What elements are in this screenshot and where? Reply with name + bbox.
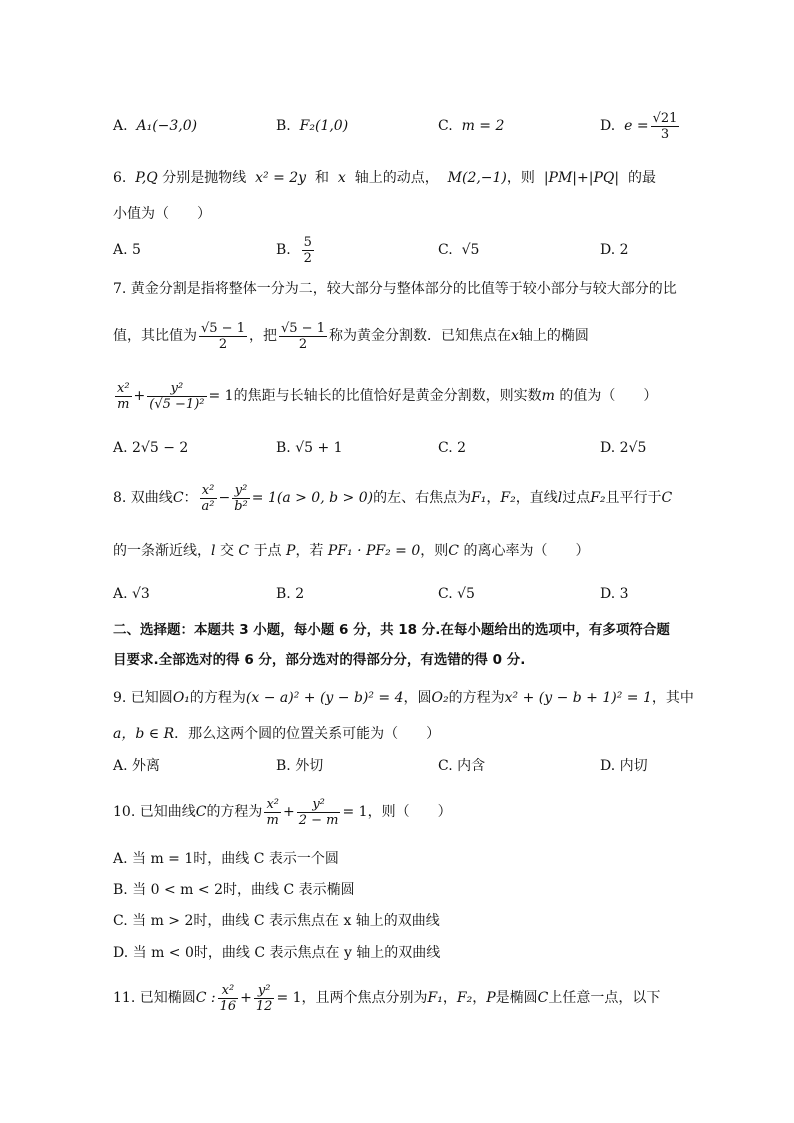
q9-option-c[interactable]: C. 内含 [438,758,486,774]
q10-line1: 10. 已知曲线C的方程为 $\frac{\text{x²}}{m}$ + $\frac{\text{y²}}{2 - m}$ = 1，则（ ） [113,796,452,828]
q7-option-b[interactable]: B. √5 + 1 [276,440,343,456]
q5-option-b[interactable]: B. F₂(1,0) [276,118,349,134]
q6-option-a[interactable]: A. 5 [113,242,141,258]
q8-line1: 8. 双曲线C： $\frac{\text{x²}}{\text{a²}}$ − $\frac{\text{y²}}{\text{b²}}$ = 1(a > 0, b > 0)的左、右焦点为F₁，F₂，直线l过点F₂且平行于C [113,482,673,514]
q10-option-c[interactable]: C. 当 m > 2时，曲线 C 表示焦点在 x 轴上的双曲线 [113,913,440,929]
section-2-line2: 目要求.全部选对的得 6 分，部分选对的得部分分，有选错的得 0 分. [113,652,526,668]
q6-option-c[interactable]: C. √5 [438,242,480,258]
q11-line1: 11. 已知椭圆C : $\frac{\text{x²}}{16}$ + $\frac{\text{y²}}{12}$ = 1，且两个焦点分别为F₁，F₂，P是椭圆C上任意一点，以下 [113,982,661,1014]
q7-line2: 值，其比值为 $\frac{√5 - 1}{2}$ ，把 $\frac{√5 - 1}{2}$ 称为黄金分割数．已知焦点在x轴上的椭圆 [113,320,589,352]
q9-line1: 9. 已知圆O₁的方程为(x − a)² + (y − b)² = 4，圆O₂的方程为x² + (y − b + 1)² = 1，其中 [113,690,694,706]
q5-option-d[interactable]: D. e = $\frac{√21}{3}$ [600,110,678,142]
q8-option-a[interactable]: A. √3 [113,586,150,602]
q5-option-a[interactable]: A. A₁(−3,0) [113,118,198,134]
section-2-line1: 二、选择题：本题共 3 小题，每小题 6 分，共 18 分.在每小题给出的选项中，有多项符合题 [113,622,670,638]
q8-option-c[interactable]: C. √5 [438,586,475,602]
q9-option-d[interactable]: D. 内切 [600,758,648,774]
q8-option-b[interactable]: B. 2 [276,586,305,602]
q7-line1: 7. 黄金分割是指将整体一分为二，较大部分与整体部分的比值等于较小部分与较大部分的比 [113,281,677,297]
q6-option-b[interactable]: B. $\frac{5}{2}$ [276,234,312,266]
q8-option-d[interactable]: D. 3 [600,586,629,602]
q6-line2: 小值为（ ） [113,206,211,222]
q10-option-b[interactable]: B. 当 0 < m < 2时，曲线 C 表示椭圆 [113,882,355,898]
q6-line1: 6. P,Q 分别是抛物线 x² = 2y 和 x 轴上的动点， M(2,−1)，则 |PM|+|PQ| 的最 [113,170,656,186]
q7-option-d[interactable]: D. 2√5 [600,440,647,456]
q10-option-d[interactable]: D. 当 m < 0时，曲线 C 表示焦点在 y 轴上的双曲线 [113,945,441,961]
q6-option-d[interactable]: D. 2 [600,242,629,258]
q9-option-a[interactable]: A. 外离 [113,758,161,774]
q9-option-b[interactable]: B. 外切 [276,758,324,774]
q9-line2: a，b ∈ R．那么这两个圆的位置关系可能为（ ） [113,726,441,742]
q5-option-c[interactable]: C. m = 2 [438,118,505,134]
q10-option-a[interactable]: A. 当 m = 1时，曲线 C 表示一个圆 [113,851,339,867]
q7-option-a[interactable]: A. 2√5 − 2 [113,440,189,456]
q8-line2: 的一条渐近线，l 交 C 于点 P，若 PF₁ · PF₂ = 0，则C 的离心率为（ ） [113,543,590,559]
q7-line3: $\frac{\text{x²}}{m}$ + $\frac{\text{y²}}{\text{(√5 −1)²}}$ = 1的焦距与长轴长的比值恰好是黄金分割数，则实数m 的值为（ ） [117,380,658,412]
q7-option-c[interactable]: C. 2 [438,440,467,456]
